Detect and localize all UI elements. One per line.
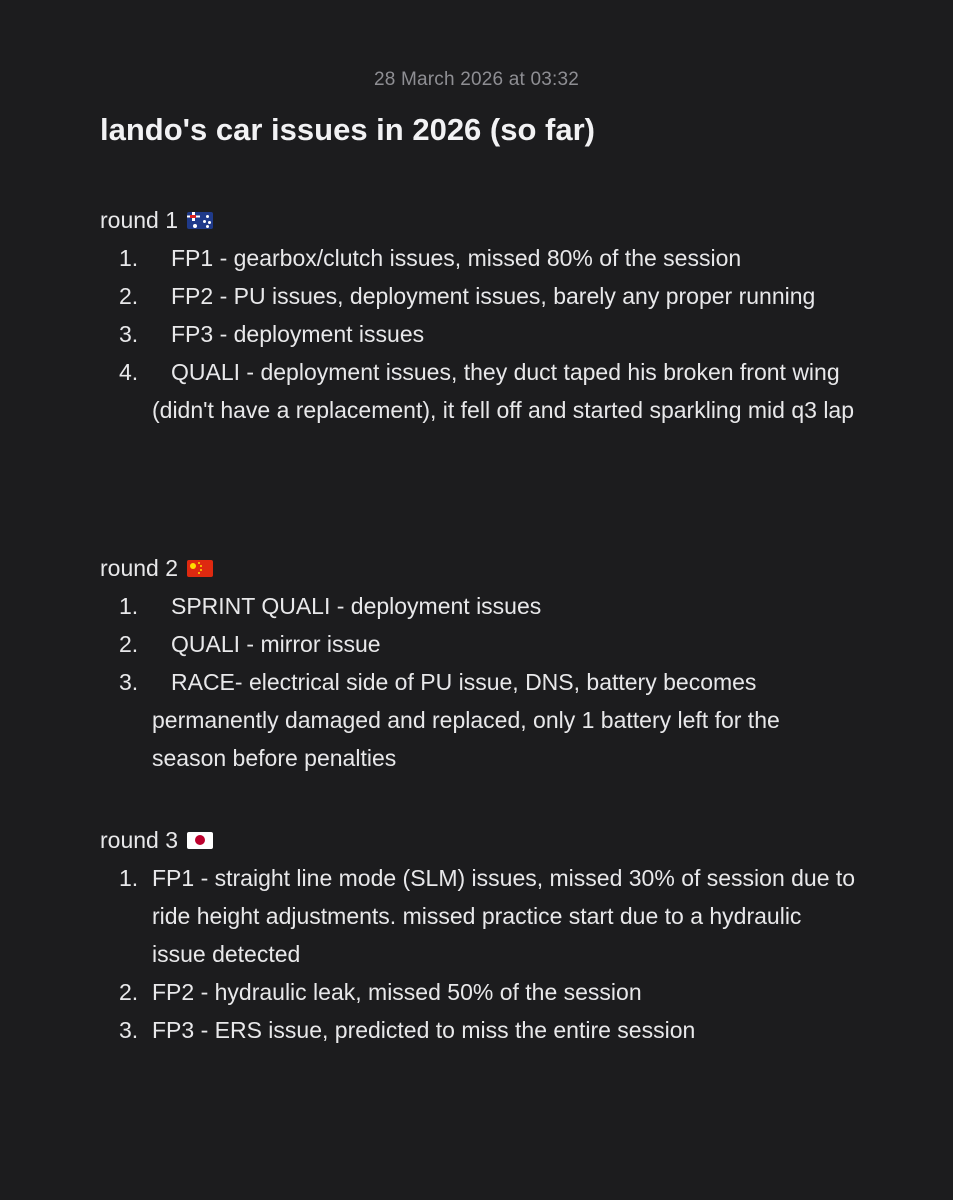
- japan-flag-icon: [187, 832, 213, 849]
- round-label: round 1: [100, 207, 179, 233]
- list-item: 3. FP3 - ERS issue, predicted to miss the entire session: [119, 1017, 696, 1043]
- list-item: 3. FP3 - deployment issues: [119, 321, 425, 347]
- round-1-list: [100, 239, 860, 429]
- note-timestamp: 28 March 2026 at 03:32: [373, 69, 580, 90]
- list-item: 3. RACE- electrical side of PU issue, DNS, battery becomes permanently damaged and replaced, only 1 battery left for the season before penalties: [119, 669, 780, 771]
- list-item: 1. FP1 - straight line mode (SLM) issues, missed 30% of session due to ride height adjustments. missed practice start due to a hydraulic issue detected: [119, 865, 856, 967]
- round-3-section[interactable]: [100, 821, 860, 1049]
- round-2-section[interactable]: [100, 549, 860, 777]
- australia-flag-icon: [187, 212, 213, 229]
- list-item: 2. FP2 - hydraulic leak, missed 50% of the session: [119, 979, 642, 1005]
- round-heading: [100, 549, 860, 587]
- round-1-section[interactable]: [100, 201, 860, 429]
- list-item: 1. SPRINT QUALI - deployment issues: [119, 593, 542, 619]
- list-item: 4. QUALI - deployment issues, they duct taped his broken front wing (didn't have a replacement), it fell off and started sparkling mid q3 lap: [119, 359, 855, 423]
- list-item: 2. FP2 - PU issues, deployment issues, barely any proper running: [119, 283, 816, 309]
- list-item: 2. QUALI - mirror issue: [119, 631, 381, 657]
- round-3-list: [100, 859, 860, 1049]
- round-label: round 2: [100, 555, 179, 581]
- note-title[interactable]: lando's car issues in 2026 (so far): [100, 112, 595, 147]
- round-heading: [100, 821, 860, 859]
- round-label: round 3: [100, 827, 179, 853]
- round-2-list: [100, 587, 860, 777]
- round-heading: [100, 201, 860, 239]
- china-flag-icon: [187, 560, 213, 577]
- list-item: 1. FP1 - gearbox/clutch issues, missed 80% of the session: [119, 245, 742, 271]
